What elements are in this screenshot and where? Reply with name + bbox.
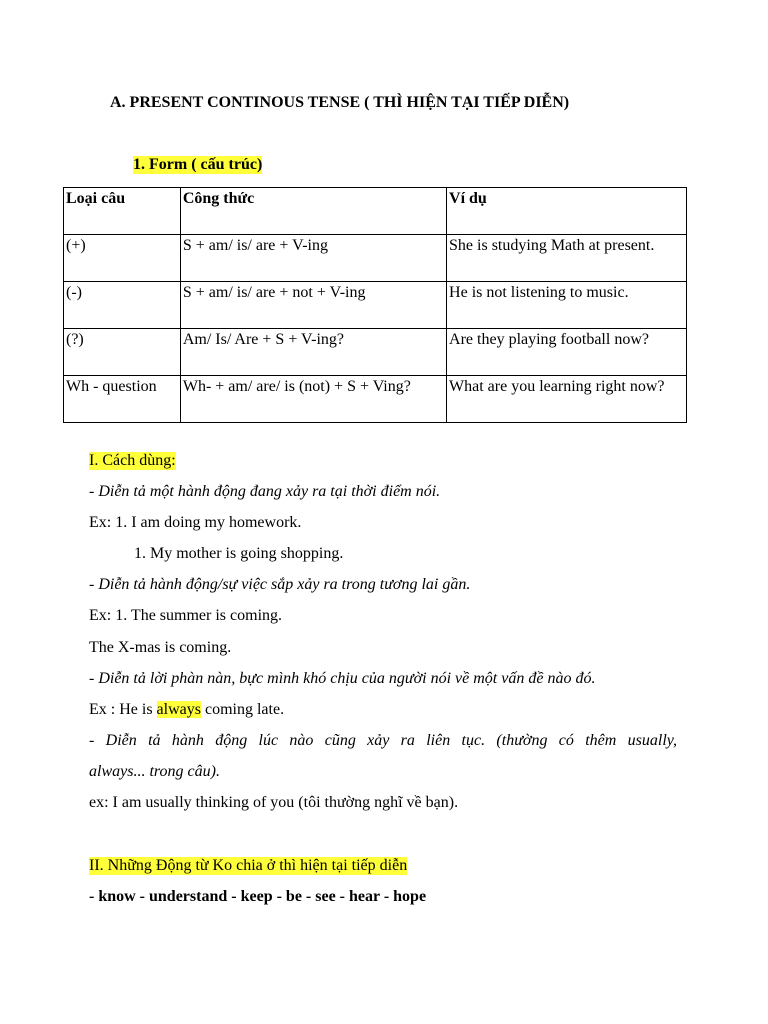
grammar-table bbox=[63, 187, 687, 423]
cell-formula: Wh- + am/ are/ is (not) + S + Ving? bbox=[180, 376, 446, 423]
example-1a: Ex: 1. I am doing my homework. bbox=[89, 514, 302, 531]
cell-example: He is not listening to music. bbox=[447, 282, 687, 329]
cell-sentence-type: (-) bbox=[64, 282, 181, 329]
example-1b: 1. My mother is going shopping. bbox=[134, 545, 344, 562]
usage-4-line2: always... trong câu). bbox=[89, 763, 220, 780]
table-row bbox=[64, 329, 687, 376]
usage-4-line1: - Diễn tả hành động lúc nào cũng xảy ra liên tục. (thường có thêm usually, bbox=[89, 732, 677, 749]
table-row bbox=[64, 282, 687, 329]
cell-formula: S + am/ is/ are + V-ing bbox=[180, 235, 446, 282]
example-4: ex: I am usually thinking of you (tôi thường nghĩ về bạn). bbox=[89, 794, 459, 811]
table-header-row bbox=[64, 188, 687, 235]
cell-formula: Am/ Is/ Are + S + V-ing? bbox=[180, 329, 446, 376]
header-formula: Công thức bbox=[180, 188, 446, 235]
example-3-suffix: coming late. bbox=[200, 701, 285, 718]
table-row bbox=[64, 235, 687, 282]
cell-example: She is studying Math at present. bbox=[447, 235, 687, 282]
cell-sentence-type: (+) bbox=[64, 235, 181, 282]
verbs-heading: II. Những Động từ Ko chia ở thì hiện tại tiếp diễn bbox=[89, 857, 408, 874]
verbs-list: - know - understand - keep - be - see - hear - hope bbox=[89, 888, 427, 905]
usage-3: - Diễn tả lời phàn nàn, bực mình khó chịu của người nói về một vấn đề nào đó. bbox=[89, 670, 596, 687]
usage-2: - Diễn tả hành động/sự việc sắp xảy ra trong tương lai gần. bbox=[89, 576, 471, 593]
cell-formula: S + am/ is/ are + not + V-ing bbox=[180, 282, 446, 329]
example-2b: The X-mas is coming. bbox=[89, 639, 232, 656]
cell-sentence-type: (?) bbox=[64, 329, 181, 376]
example-2a: Ex: 1. The summer is coming. bbox=[89, 607, 283, 624]
usage-heading: I. Cách dùng: bbox=[89, 452, 176, 469]
header-example: Ví dụ bbox=[447, 188, 687, 235]
table-row bbox=[64, 376, 687, 423]
usage-1: - Diễn tả một hành động đang xảy ra tại thời điểm nói. bbox=[89, 483, 441, 500]
highlight-always: always bbox=[156, 701, 201, 718]
page-title: A. PRESENT CONTINOUS TENSE ( THÌ HIỆN TẠI TIẾP DIỄN) bbox=[110, 94, 570, 111]
cell-example: Are they playing football now? bbox=[447, 329, 687, 376]
example-3-prefix: Ex : He is bbox=[89, 701, 157, 718]
cell-example: What are you learning right now? bbox=[447, 376, 687, 423]
form-heading: 1. Form ( cấu trúc) bbox=[133, 156, 263, 173]
example-3 bbox=[89, 701, 284, 719]
header-sentence-type: Loại câu bbox=[64, 188, 181, 235]
cell-sentence-type: Wh - question bbox=[64, 376, 181, 423]
